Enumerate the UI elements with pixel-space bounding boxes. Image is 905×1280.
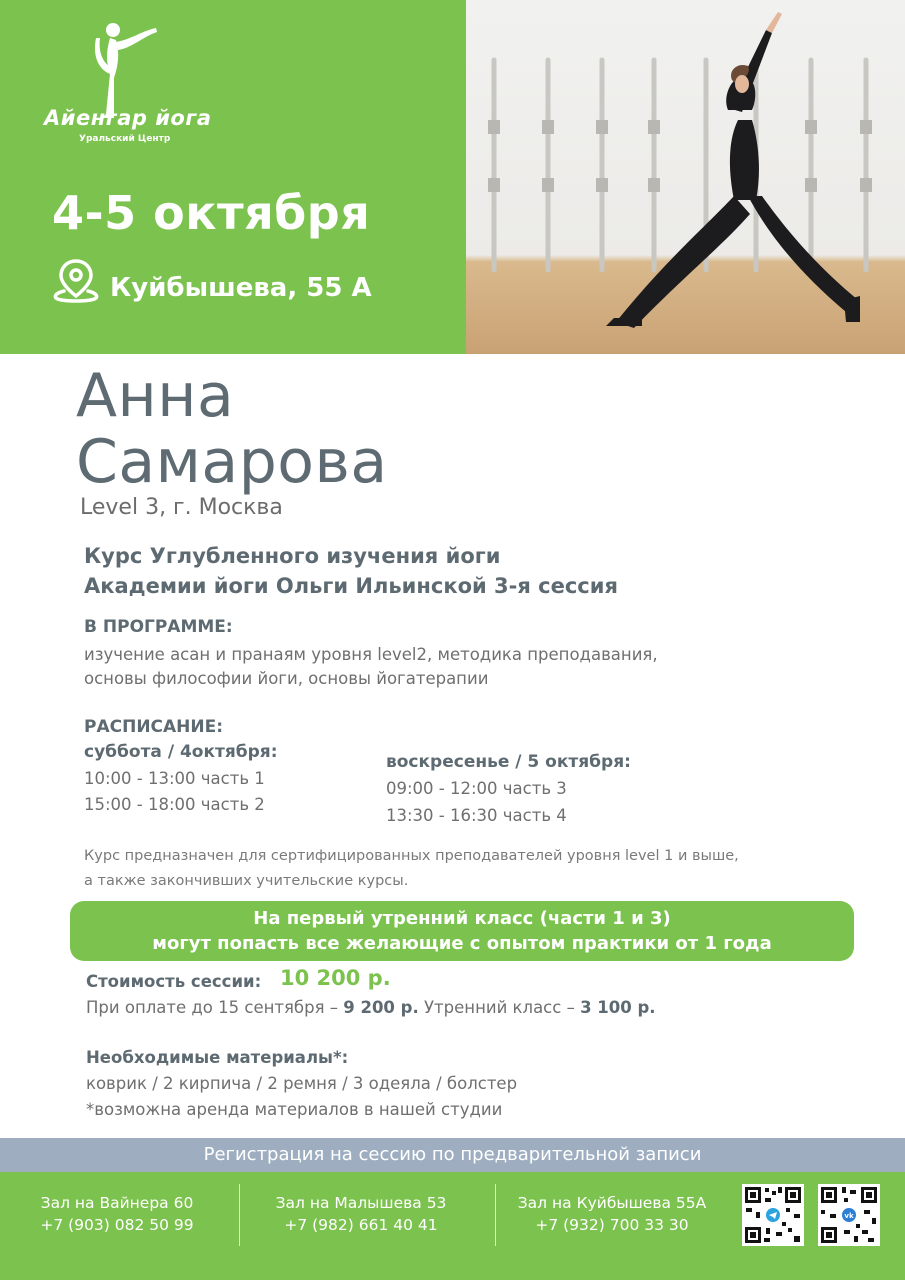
hall-contact-2: [246, 1192, 476, 1236]
price-label: Стоимость сессии:: [86, 972, 262, 991]
hall-phone[interactable]: +7 (932) 700 33 30: [535, 1216, 689, 1234]
teacher-level: Level 3, г. Москва: [80, 495, 283, 520]
discount-line: [86, 998, 656, 1017]
saturday-item-2: 15:00 - 18:00 часть 2: [84, 795, 265, 814]
hall-name: Зал на Малышева 53: [275, 1194, 447, 1212]
footer-divider: [239, 1184, 240, 1246]
course-title-line-2: Академии йоги Ольги Ильинской 3-я сессия: [84, 574, 618, 598]
banner-line-2: могут попасть все желающие с опытом практики от 1 года: [152, 933, 772, 954]
footer-divider: [495, 1184, 496, 1246]
header-block: [0, 0, 466, 354]
morning-class-price: 3 100 р.: [580, 998, 656, 1017]
materials-line-1: коврик / 2 кирпича / 2 ремня / 3 одеяла / болстер: [86, 1074, 518, 1093]
hall-contact-3: [497, 1192, 727, 1236]
schedule-heading: РАСПИСАНИЕ:: [84, 717, 224, 737]
banner-line-1: На первый утренний класс (части 1 и 3): [253, 908, 671, 929]
hall-name: Зал на Куйбышева 55А: [517, 1194, 707, 1212]
saturday-label: суббота / 4октября:: [84, 742, 278, 762]
event-address: Куйбышева, 55 А: [110, 273, 372, 303]
saturday-item-1: 10:00 - 13:00 часть 1: [84, 769, 265, 788]
yoga-pose-photo-icon: [466, 0, 905, 354]
price-value: 10 200 р.: [280, 966, 391, 990]
registration-bar: [0, 1138, 905, 1172]
hall-name: Зал на Вайнера 60: [40, 1194, 194, 1212]
footer-contacts: [0, 1172, 905, 1280]
discount-prefix: При оплате до 15 сентября –: [86, 998, 344, 1017]
discount-value: 9 200 р.: [343, 998, 419, 1017]
location-pin-icon: [52, 258, 100, 304]
sunday-label: воскресенье / 5 октября:: [386, 752, 631, 772]
note-line-1: Курс предназначен для сертифицированных преподавателей уровня level 1 и выше,: [84, 848, 739, 864]
registration-text: Регистрация на сессию по предварительной записи: [203, 1144, 702, 1165]
hall-phone[interactable]: +7 (982) 661 40 41: [284, 1216, 438, 1234]
materials-heading: Необходимые материалы*:: [86, 1048, 349, 1067]
program-heading: В ПРОГРАММЕ:: [84, 617, 233, 637]
teacher-last-name: Самарова: [76, 427, 388, 497]
teacher-photo: [466, 0, 905, 354]
hall-contact-1: [2, 1192, 232, 1236]
logo-subtitle: Уральский Центр: [79, 134, 171, 144]
course-title-line-1: Курс Углубленного изучения йоги: [84, 544, 501, 568]
svg-text:vk: vk: [844, 1212, 854, 1220]
morning-class-banner: [70, 901, 854, 961]
teacher-first-name: Анна: [76, 361, 235, 431]
sunday-item-2: 13:30 - 16:30 часть 4: [386, 806, 567, 825]
vk-qr-code-icon[interactable]: [818, 1184, 880, 1246]
note-line-2: а также закончивших учительские курсы.: [84, 873, 409, 889]
event-date: 4-5 октября: [52, 186, 371, 240]
materials-line-2: *возможна аренда материалов в нашей студии: [86, 1100, 503, 1119]
program-line-1: изучение асан и пранаям уровня level2, методика преподавания,: [84, 645, 658, 664]
logo-title: Айенгар йога: [44, 106, 212, 130]
telegram-qr-code-icon[interactable]: [742, 1184, 804, 1246]
hall-phone[interactable]: +7 (903) 082 50 99: [40, 1216, 194, 1234]
sunday-item-1: 09:00 - 12:00 часть 3: [386, 779, 567, 798]
program-line-2: основы философии йоги, основы йогатерапии: [84, 669, 489, 688]
morning-class-label: Утренний класс –: [418, 998, 581, 1017]
